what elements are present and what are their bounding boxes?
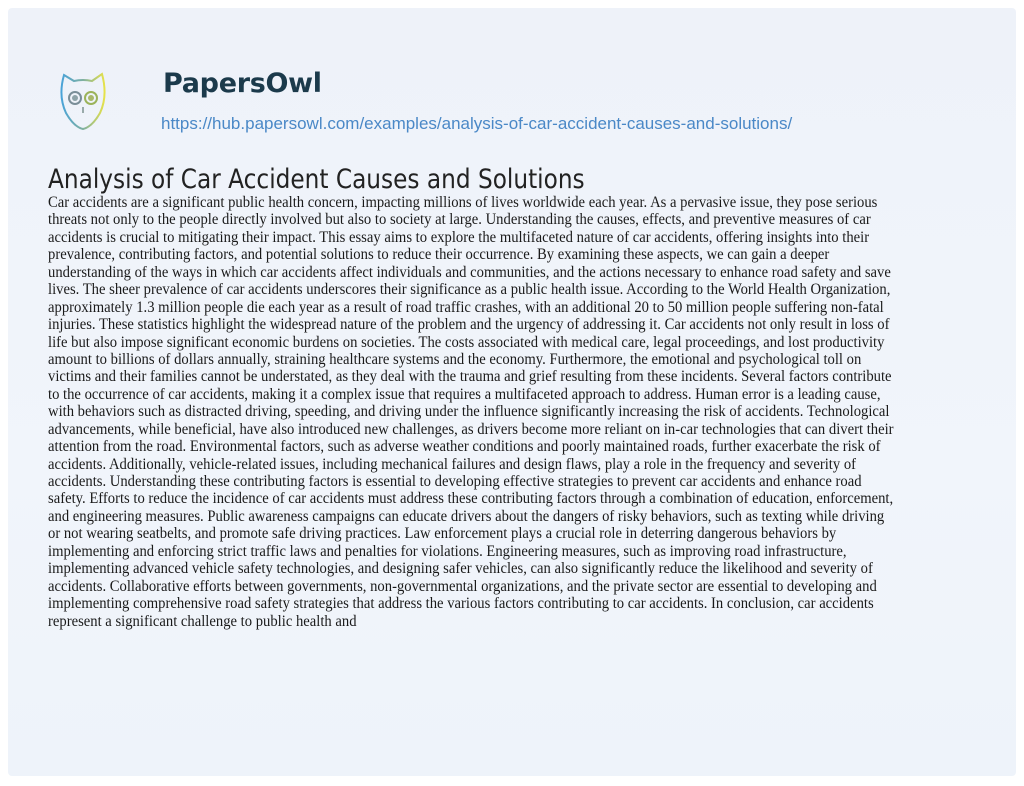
text-line: implementing advanced vehicle safety technologies, and designing safer vehicles, can also significantly reduce the likelihood and severity of (48, 560, 873, 578)
text-line: advancements, while beneficial, have also introduced new challenges, as drivers become more reliant on in-car technologies that can divert their (48, 420, 894, 438)
owl-logo-icon (58, 71, 108, 131)
text-line: life but also impose significant economic burdens on societies. The costs associated with medical care, legal proceedings, and lost productivity (48, 333, 885, 351)
text-line: represent a significant challenge to public health and (48, 612, 357, 630)
text-line: accidents. Additionally, vehicle-related issues, including mechanical failures and design flaws, play a role in the frequency and severity of (48, 455, 857, 473)
text-line: with behaviors such as distracted driving, speeding, and driving under the influence significantly increasing the risk of accidents. Technological (48, 403, 890, 421)
text-line: victims and their families cannot be understated, as they deal with the trauma and grief resulting from these incidents. Several factors contribute (48, 368, 892, 386)
text-line: accidents. Collaborative efforts between governments, non-governmental organizations, and the private sector are essential to developing and (48, 577, 877, 595)
text-line: lives. The sheer prevalence of car accidents underscores their significance as a public health issue. According to the World Health Organization, (48, 281, 891, 299)
text-line: prevalence, contributing factors, and potential solutions to reduce their occurrence. By examining these aspects, we can gain a deeper (48, 246, 830, 264)
page-url-link[interactable]: https://hub.papersowl.com/examples/analysis-of-car-accident-causes-and-solutions/ (161, 114, 793, 133)
text-line: and engineering measures. Public awareness campaigns can educate drivers about the dangers of risky behaviors, such as texting while driving (48, 507, 885, 525)
text-line: accidents is crucial to mitigating their impact. This essay aims to explore the multifaceted nature of car accidents, offering insights into their (48, 228, 870, 246)
text-line: Car accidents are a significant public health concern, impacting millions of lives worldwide each year. As a pervasive issue, they pose serious (48, 194, 878, 211)
text-line: attention from the road. Environmental factors, such as adverse weather conditions and poorly maintained roads, further exacerbate the risk of (48, 438, 881, 456)
text-line: or not wearing seatbelts, and promote safe driving practices. Law enforcement plays a crucial role in deterring dangerous behaviors by (48, 525, 837, 543)
text-line: safety. Efforts to reduce the incidence of car accidents must address these contributing factors through a combination of education, enforcement, (48, 490, 894, 508)
text-line: implementing and enforcing strict traffic laws and penalties for violations. Engineering measures, such as improving road infrastructure, (48, 542, 847, 560)
text-line: injuries. These statistics highlight the widespread nature of the problem and the urgency of addressing it. Car accidents not only result in loss of (48, 316, 890, 334)
brand-name: PapersOwl (163, 68, 322, 99)
text-line: threats not only to the people directly involved but also to society at large. Understanding the causes, effects, and preventive measures of car (48, 211, 871, 229)
text-line: accidents. Understanding these contributing factors is essential to developing effective strategies to prevent car accidents and enhance road (48, 473, 862, 490)
text-line: approximately 1.3 million people die each year as a result of road traffic crashes, with an additional 20 to 50 million people suffering non-fatal (48, 298, 884, 316)
text-line: understanding of the ways in which car accidents affect individuals and communities, and the actions necessary to enhance road safety and save (48, 263, 891, 281)
text-line: to the occurrence of car accidents, making it a complex issue that requires a multifaceted approach to address. Human error is a leading cause, (48, 385, 881, 403)
article-body (48, 194, 972, 630)
article-title: Analysis of Car Accident Causes and Solutions (48, 164, 585, 195)
text-line: implementing comprehensive road safety strategies that address the various factors contributing to car accidents. In conclusion, car accidents (48, 595, 874, 613)
text-line: amount to billions of dollars annually, straining healthcare systems and the economy. Furthermore, the emotional and psychological toll on (48, 350, 862, 368)
